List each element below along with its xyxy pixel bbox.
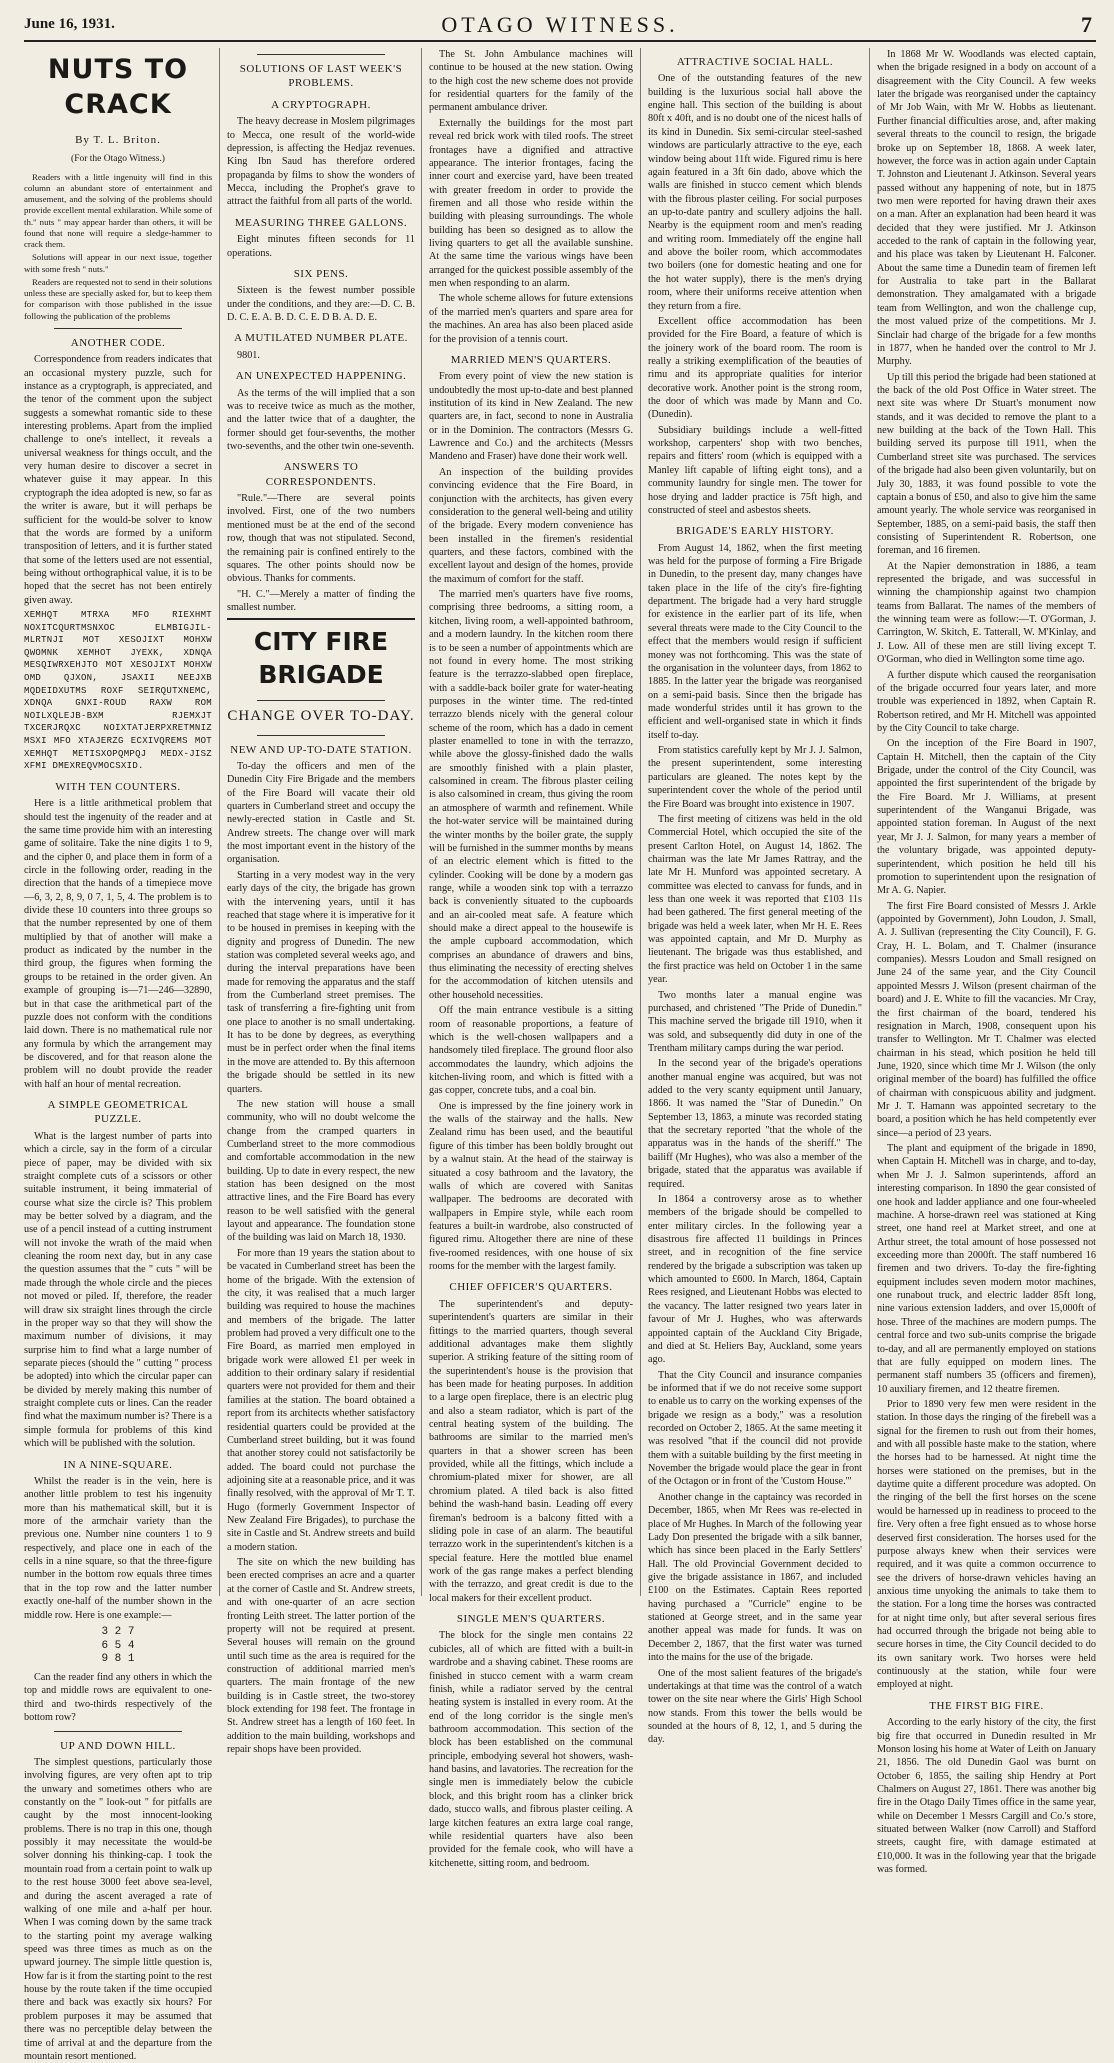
square-row: 9 8 1 xyxy=(101,1653,135,1666)
intro-paragraph: Solutions will appear in our next issue, together with some fresh " nuts." xyxy=(24,252,212,274)
paragraph: The simplest questions, particularly those involving figures, are very often apt to trip the unwary and sometimes others who are constantly on the " look-out " for pitfalls are caught by the most innocent-looking problems. There is no trap in this one, though possibly it may necessitate the would-be solver donning his thinking-cap. I took the mountain road from a certain point to walk up to the rest house 3000 feet above sea-level, and during the ascent averaged a rate of walking of one mile and a-half per hour. When I was coming down by the same track to the starting point my average walking speed was three times as much as on the upward journey. The simple little question is, How far is it from the starting point to the rest house by the route taken if the time occupied there and back was exactly six hours? For problem purposes it may be assumed that there was no perceptible delay between the time of arrival at and the departure from the mountain resort mentioned. xyxy=(24,1756,212,2062)
page-header xyxy=(24,10,1096,42)
section-heading: A MUTILATED NUMBER PLATE. xyxy=(234,332,408,345)
paragraph: From statistics carefully kept by Mr J. J. Salmon, the present superintendent, some interesting particulars are gleaned. The notes kept by the superintendent cover the whole of the period until the Fire Board was brought into existence in 1907. xyxy=(648,745,862,810)
section-heading: A SIMPLE GEOMETRICAL PUZZLE. xyxy=(47,1099,189,1126)
paragraph: The married men's quarters have five rooms, comprising three bedrooms, a sitting room, a kitchen, living room, a well-appointed bathroom, and a modern laundry. In the kitchen room there is to be seen a number of appointments which are not found in every home. The most striking feature is the terrazzo-slabbed open fireplace, with a saddle-back boiler grate for water-heating purposes in the winter time. The red-tinted terrazzo blends nicely with the general colour scheme of the room, which has a dado in cement plaster enamelled to tone in with the terrazzo, while above the glossy-finished dado the walls are smoothly finished with a plain plaster, calsomined in cream. The fibrous plaster ceiling is also calsomined in cream, thus giving the room an atmosphere of warmth and refinement. While the hot-water service will be maintained during the winter months by the boiler grate, the supply will be furnished in the summer months by means of an electric element which is fitted to the cylinder. Cooking will be done by a modern gas range, while a wooden sink top with a terrazzo back is conveniently situated to the cupboards and an air-cooled meat safe. A feature which should make a direct appeal to the housewife is the ample cupboard accommodation, which comprises an abundance of drawers and bins, thus eliminating the necessity of erecting shelves for the accommodation of kitchen utensils and other household necessities. xyxy=(429,589,633,1001)
section-heading: IN A NINE-SQUARE. xyxy=(63,1458,173,1471)
paragraph: Externally the buildings for the most part reveal red brick work with tiled roofs. The street frontages have a dignified and attractive appearance. The interior frontages, facing the inner court and exercise yard, have been treated with greater freedom in order to provide the firemen and all those who reside within the building with pleasing surroundings. The whole building has been so designed as to allow the living quarters to get all the available sunshine. At the same time the various wings have been arranged for the quickest possible assembly of the men when responding to an alarm. xyxy=(429,117,633,290)
paragraph: Starting in a very modest way in the very early days of the city, the brigade has grown with the intervening years, until it has reached that stage where it is imperative for it to be housed in premises in keeping with the dignity and progress of Dunedin. The new station was completed several weeks ago, and during the interval preparations have been made for removing the apparatus and the staff from the Cumberland street premises. The task of transferring a fire-fighting unit from one place to another is no small undertaking. It has to be done by degrees, as everything must be in perfect order when the final items in the move are attended to. By this afternoon the brigade should be settled in its new quarters. xyxy=(227,869,415,1095)
paragraph: The superintendent's and deputy-superintendent's quarters are similar in their fittings to the married quarters, though several additional advantages make them slightly superior. A striking feature of the sitting room of the superintendent's house is the provision that has been made for heating purposes. In addition to a large open fireplace, there is an electric plug and also a steam radiator, which is part of the central heating system of the building. The bathrooms are similar to the married men's quarters in that a shower screen has been provided, while all the fittings, which include a chromium-plated mixer for shower, are all chromium plated. A tiled back is also fitted behind the wash-hand basin. Leading off every fireman's bedroom is a balcony fitted with a sliding pole in case of an alarm. The beautiful terrazzo work in the superintendent's kitchen is a special feature. Here the mottled blue enamel work of the gas range makes a perfect blending with the terrazzo, and great credit is due to the local makers for their excellent product. xyxy=(429,1298,633,1604)
column-2 xyxy=(227,48,415,1756)
intro-paragraph: Readers are requested not to send in their solutions unless these are specially asked for, but to keep them for comparison with those published in the issue following the publication of the problems xyxy=(24,276,212,321)
paragraph: One of the most salient features of the brigade's undertakings at that time was the control of a watch tower on the site near where the Girls' High School now stands. From this tower the bells would be sounded at the hours of 8, 12, 1, and 5 during the day. xyxy=(648,1667,862,1746)
paragraph: One of the outstanding features of the new building is the luxurious social hall above the engine hall. This section of the building is about 80ft x 40ft, and is no doubt one of the nicest halls of its kind in Dunedin. Six semi-circular steel-sashed windows are particularly attractive to the eye, each window being about 11ft wide. Figured rimu is here again featured in a 3ft 6in dado, above which the walls are finished in stucco cement which blends with the fibrous plaster ceiling. For social purposes an up-to-date pantry and scullery adjoins the hall. Nearby is the equipment room and men's reading and writing room. Immediately off the engine hall and above the boiler room, which accommodates two boilers (one for domestic heating and one for the hot water supply), there is the men's drying room, where their uniforms receive attention when they return from a fire. xyxy=(648,73,862,312)
section-heading: ANOTHER CODE. xyxy=(70,336,166,349)
intro-paragraph: Readers with a little ingenuity will find in this column an abundant store of entertainment and amusement, and the solving of the problems should provide excellent mental exhilaration. While some of th." nuts " may appear harder than others, it will be found that none will require a sledge-hammer to crack them. xyxy=(24,171,212,250)
paragraph: For more than 19 years the station about to be vacated in Cumberland street has been the home of the brigade. With the extension of the city, it was realised that a much larger building was required to house the machines and members of the brigade. The latter problem had proved a very difficult one to the Fire Board, as married men employed in brigade work were allowed £1 per week in addition to their ordinary salary if residential quarters were not provided for them and their families at the station. The board obtained a report from its architects whether satisfactory residential quarters could be provided at the Cumberland street building, but it was found that another storey could not satisfactorily be added. The board could not purchase the adjoining site at a reasonable price, and it was finally resolved, with the approval of Mr T. T. Hugo (formerly Government Inspector of New Zealand Fire Brigades), to purchase the site in Castle and St. Andrew streets and build a modern station. xyxy=(227,1247,415,1553)
section-heading: CHIEF OFFICER'S QUARTERS. xyxy=(449,1281,613,1294)
paragraph: Can the reader find any others in which the top and middle rows are equivalent to one-third and two-thirds respectively of the bottom row? xyxy=(24,1672,212,1724)
paragraph: As the terms of the will implied that a son was to receive twice as much as the mother, and the latter twice that of a daughter, the former should get four-sevenths, the mother two-sevenths, and the other twin one-seventh. xyxy=(227,387,415,452)
paragraph: The first Fire Board consisted of Messrs J. Arkle (appointed by Government), John Loudon, J. Small, A. J. Sullivan (representing the City Council), F. G. Cray, H. L. Bolam, and T. Chalmer (insurance companies). Messrs Loudon and Small resigned on June 24 of the same year, and the City Council appointed Messrs J. Wilson (present chairman of the board) and J. E. White to fill the vacancies. Mr Cray, the first chairman of the board, tendered his resignation in March, 1908, consequent upon his transfer to Wellington. Mr T. Chalmer was elected chairman in his stead, which position he held till June, 1920, since which time Mr J. Wilson (the only original member of the board) has fulfilled the office of chairman with conspicuous ability and judgment. Mr J. T. Hamann was appointed secretary to the board, a position which he has held competently ever since—a period of 23 years. xyxy=(877,900,1096,1139)
paragraph: Up till this period the brigade had been stationed at the back of the old Post Office in Water street. The next site was where Dr Stuart's monument now stands, and it was decided to remove the plant to a new building at the back of the Town Hall. This building served its purpose till 1911, when the Cumberland street site was purchased. The services of the brigade had also been given voluntarily, but on July 30, 1883, it was found possible to vote the captain a bonus of £50, and also to give him the same amount yearly. The whole service was reorganised in September, 1885, on a semi-paid basis, the staff then consisting of Superintendent R. Robertson, one foreman, and 16 firemen. xyxy=(877,371,1096,557)
paragraph: The whole scheme allows for future extensions of the married men's quarters and spare area for the machines. An area has also been placed aside for the provision of a tennis court. xyxy=(429,293,633,345)
paragraph: The site on which the new building has been erected comprises an acre and a quarter at the corner of Castle and St. Andrew streets, and with one-quarter of an acre section fronting Leith street. The latter portion of the property will not be required at present. Several houses will remain on the ground until such time as the area is required for the construction of additional married men's quarters. The main frontage of the new building is in Castle street, the two-storey block extending for 198 feet. The frontage in St. Andrew street has a length of 160 feet. In addition to the main building, workshops and repair shops have been provided. xyxy=(227,1557,415,1756)
paragraph: From every point of view the new station is undoubtedly the most up-to-date and best planned institution of its kind in New Zealand. The new quarters are, in fact, second to none in Australia or in the Dominion. The contractors (Messrs G. Lawrence and Co.) and the architects (Messrs Mandeno and Fraser) have done their work well. xyxy=(429,371,633,463)
column-1 xyxy=(24,48,212,2062)
section-heading: A CRYPTOGRAPH. xyxy=(271,98,371,111)
section-heading: SIX PENS. xyxy=(293,267,349,280)
section-heading: AN UNEXPECTED HAPPENING. xyxy=(235,370,407,383)
column-4 xyxy=(648,48,862,1746)
paragraph: One is impressed by the fine joinery work in the walls of the stairway and the halls. New Zealand rimu has been used, and the beautiful figure of this timber has been boldly brought out by a walnut stain. At the head of the stairway is situated a cosy bathroom and the lavatory, the walls of which are covered with Sanitas wallpaper. The bedrooms are decorated with wallpapers in Empire style, while each room features a built-in wardrobe, also constructed of figured rimu. Altogether there are nine of these five-roomed residences, with one house of six rooms for the member with the largest family. xyxy=(429,1100,633,1273)
nuts-byline: By T. L. Briton. xyxy=(75,133,161,146)
cryptograph-code: XEMHQT MTRXA MFO RIEXHMT NOXITCQURTMSNXOC ELMBIGJIL-MLRTNJI MOT XESOJIXT MOHXW QWOMNK XEMHOT JYEXK, XDNQA MESQIWRXEHJTO MOT XESOJIXT MOHXW OMD QJXON, JSAXII NEEJXB MQDEIDXUTMS ROXF SEIRQUTXNEMC, XDNQA GNXI-ROUD RAXW ROM NOILXQLEJB-BXM RJEMXJT TXCERJRQXC NOIXTATJERPXRETMNIZ MSXI MFO XTAJERZG ECXIVQREMS MOT XEMHQT METISXOPQMPQJ MEDX-JISZ XFMI DMEXREQVMOCSXID. xyxy=(24,610,212,772)
paragraph: In 1864 a controversy arose as to whether members of the brigade should be compelled to enter military circles. In the following year a disastrous fire affected 11 buildings in Princes street, and in recognition of the fine service rendered by the brigade a subscription was taken up which amounted to £600. In March, 1864, Captain Rees resigned, and Lieutenant Hobbs was elected to the vacancy. The latter resigned two years later in favour of Mr J. Hughes, who was afterwards appointed captain of the Auckland City Brigade, and died at St. Heliers Bay, Auckland, some years ago. xyxy=(648,1193,862,1366)
divider xyxy=(54,328,182,329)
section-heading: THE FIRST BIG FIRE. xyxy=(929,1699,1044,1712)
nuts-title: NUTS TO CRACK xyxy=(47,54,189,121)
paragraph: Here is a little arithmetical problem that should test the ingenuity of the reader and at the same time provide him with an interesting game of solitaire. Take the nine digits 1 to 9, and the cipher 0, and place them in form of a circle in the following order, reading in the direction that the hands of a timepiece move—6, 3, 2, 8, 9, 0 7, 1, 5, 4. The problem is to divide these 10 counters into three groups so that the number represented by one of them multiplied by that of another will make a product as indicated by the number in the third group, the figures when forming the groups to be retained in the order given. An example of grouping is—71—246—32890, but in that case the arithmetical part of the puzzle does not conform with the conditions laid down. There is no mathematical rule nor any formula by which the arrangement may be discovered, and for that reason alone the problem will no doubt provide the reader with half an hour of mental recreation. xyxy=(24,798,212,1090)
nuts-intro xyxy=(24,172,212,322)
paragraph: In the second year of the brigade's operations another manual engine was acquired, but was not added to the very scanty equipment until January, 1866. It was named the "Star of Dunedin." On September 13, 1863, a minute was recorded stating that the secretary reported "that the whole of the apparatus was in the hands of the sheriff." The bailiff (Mr Hughes), who was also a member of the brigade, stated that the apparatus was available if required. xyxy=(648,1058,862,1190)
divider xyxy=(257,700,385,701)
paragraph: A further dispute which caused the reorganisation of the brigade occurred four years later, and more trouble was experienced in 1892, when Captain R. Robertson retired, and Mr H. Mitchell was appointed by the City Council to take charge. xyxy=(877,669,1096,734)
square-row: 3 2 7 xyxy=(101,1625,135,1638)
paragraph: Correspondence from readers indicates that an occasional mystery puzzle, such for instance as a cryptograph, is appreciated, and the tenor of the comment upon the subject suggests a somewhat romantic side to these interesting problems. Apart from the implied challenge to one's intellect, it reveals a universal weakness for things occult, and the very human desire to discover a secret in whatever guise it may appear. In this cryptograph the idea adopted is new, so far as the writer is aware, but it will perhaps be sufficient for the would-be solver to know that the words are formed by a uniform transposition of letters, and it is further stated that some of the letters used are not essential, being without orthographical value, it is to be hoped that the secret has not been entirely given away. xyxy=(24,354,212,606)
paragraph: The plant and equipment of the brigade in 1890, when Captain H. Mitchell was in charge, and to-day, when Mr J. J. Salmon superintends, afford an interesting comparison. In 1890 the gear consisted of one hook and ladder appliance and one four-wheeled machine. A horse-drawn reel was stationed at King street, one hand reel at Market street, and one at Arthur street, the total amount of hose possessed not exceeding more than 2000ft. The staff numbered 16 firemen and two drivers. To-day the fire-fighting equipment includes seven modern motor machines, one runabout truck, and electric ladder 85ft long, nine various extension ladders, and over 15,000ft of hose. Three of the machines are modern pumps. The central force and two sub-units comprise the brigade to-day, and all are permanently employed on stations that are fully equipped on modern lines. The permanent staff numbers 35 (officers and firemen), 10 auxiliary firemen, and 12 theatre firemen. xyxy=(877,1143,1096,1395)
paragraph: From August 14, 1862, when the first meeting was held for the purpose of forming a Fire Brigade in Dunedin, to the present day, many changes have taken place in the life of the city's fire-fighting department. The brigade had a very hard struggle for existence in the earlier part of its life, when several threats were made to the City Council to the effect that the members would resign if sufficient money was not forthcoming. This was the state of the organisation in the volunteer days, from 1862 to 1885. In the latter year the brigade was reorganised on a semi-paid basis. Since then the brigade has made wonderful strides until it has grown to the efficient and well-organised state in which it finds itself to-day. xyxy=(648,542,862,741)
paragraph: The first meeting of citizens was held in the old Commercial Hotel, which occupied the site of the present Carlton Hotel, on August 14, 1862. The chairman was the late Mr James Rattray, and the late Mr H. Munford was appointed secretary. A committee was elected to canvass for funds, and in less than one week it was reported that £103 11s had been gathered. The first general meeting of the brigade was held a week later, when Mr H. E. Rees was appointed captain, and Mr D. Murphy as lieutenant. The brigade was thus established, and the first practice was held on October 1 in the same year. xyxy=(648,813,862,986)
fire-brigade-title: CITY FIRE BRIGADE xyxy=(253,627,389,690)
paragraph: An inspection of the building provides convincing evidence that the Fire Board, in conjunction with the architects, has given every consideration to the general well-being and utility of the brigade. Every modern convenience has been installed in the firemen's residential quarters, and these factors, combined with the excellent layout and design of the homes, provide the maximum of comfort for the staff. xyxy=(429,466,633,585)
column-3 xyxy=(429,48,633,1869)
fire-brigade-subtitle: CHANGE OVER TO-DAY. xyxy=(227,707,415,724)
paragraph: That the City Council and insurance companies be informed that if we do not receive some support to enable us to carry on the working expenses of the brigade we resign as a body," was a resolution recorded on October 2, 1865. At the same meeting it was resolved "that if the council did not provide them with a suitable building by the first meeting in November the brigade would place the gear in front of the Octagon or in front of the 'Custom House.'" xyxy=(648,1369,862,1488)
section-heading: ANSWERS TO CORRESPONDENTS. xyxy=(265,461,377,488)
divider xyxy=(54,1731,182,1732)
divider xyxy=(257,735,385,736)
paragraph: "H. C."—Merely a matter of finding the smallest number. xyxy=(227,588,415,613)
paragraph: On the inception of the Fire Board in 1907, Captain H. Mitchell, then the captain of the City Brigade, under the control of the City Council, was appointed the first superintendent of the brigade by the Fire Board. Mr J. Williams, at present superintendent of the Wanganui Brigade, was appointed station foreman. In August of the next year, Mr J. J. Salmon, for many years a member of the voluntary brigade, was appointed deputy-superintendent, which position he held till his promotion to superintendent upon the resignation of Mr A. G. Napier. xyxy=(877,738,1096,897)
section-heading: MARRIED MEN'S QUARTERS. xyxy=(450,353,612,366)
paragraph: Eight minutes fifteen seconds for 11 operations. xyxy=(227,234,415,259)
newspaper-title: OTAGO WITNESS. xyxy=(441,12,679,37)
paragraph: Prior to 1890 very few men were resident in the station. In those days the ringing of the firebell was a signal for the firemen to rush out from their homes, and with all possible haste make to the station, where the horses had to be harnessed. At night time the horses were stationed on the premises, but in the daytime quite a different procedure was adopted. On the ringing of the bell the first horses on the scene would be harnessed up in readiness to proceed to the fire. Very often a free fight ensued as to whose horse deserved first consideration. The horses used for the purpose always knew when their services were required, and it was quite a common occurrence to see the drivers of horse-drawn vehicles having an anxious time unyoking the animals to take them to the station. For a long time the horses was contracted for at night time only, but after several serious fires had occurred through the brigade not being able to secure horses in time, the City Council decided to do its own sanitary work. Two horses were held continuously at the station, while four were employed at night. xyxy=(877,1398,1096,1691)
square-row: 6 5 4 xyxy=(101,1639,135,1652)
section-heading: SOLUTIONS OF LAST WEEK'S PROBLEMS. xyxy=(239,63,403,90)
column-5 xyxy=(877,48,1096,1876)
section-heading: ATTRACTIVE SOCIAL HALL. xyxy=(676,56,834,68)
column-rule xyxy=(219,48,220,1596)
paragraph: The heavy decrease in Moslem pilgrimages to Mecca, one result of the world-wide depression, is affecting the Hedjaz revenues. King Ibn Saud has therefore ordered propaganda by films to show the wonders of Mecca, including the Prophet's grave to attract the faithful from all parts of the world. xyxy=(227,116,415,208)
section-heading: BRIGADE'S EARLY HISTORY. xyxy=(676,525,834,538)
paragraph: Two months later a manual engine was purchased, and christened "The Pride of Dunedin." This machine served the brigade till 1910, when it was sold, and subsequently did duty in one of the Trentham military camps during the war period. xyxy=(648,989,862,1054)
section-heading: SINGLE MEN'S QUARTERS. xyxy=(456,1613,606,1626)
section-heading: MEASURING THREE GALLONS. xyxy=(234,216,408,229)
paragraph: The new station will house a small community, who will no doubt welcome the change from the cramped quarters in Cumberland street to the more commodious and comfortable accommodation in the new building. Up to date in every respect, the new station has been designed on the most attractive lines, and the Fire Board has every reason to be well satisfied with the general layout and appearance. The foundation stone of the building was laid on March 18, 1930. xyxy=(227,1098,415,1244)
section-heading: WITH TEN COUNTERS. xyxy=(55,780,181,793)
paragraph: Off the main entrance vestibule is a sitting room of reasonable proportions, a feature of which is the well-chosen wallpapers and a handsomely tiled fireplace. The ground floor also accommodates the laundry, which adjoins the kitchen-living room, and which is fitted with a gas copper, concrete tubs, and a coal bin. xyxy=(429,1005,633,1097)
nuts-tag: (For the Otago Witness.) xyxy=(71,154,165,165)
paragraph: According to the early history of the city, the first big fire that occurred in Dunedin resulted in Mr Monson losing his home at Water of Leith on January 21, 1856. The old Dunedin Gaol was burnt on October 6, 1855, the sailing ship Hendry at Port Chalmers on August 27, 1861. There was another big fire in the Otago Daily Times office in the same year, while on December 1 Messrs Cargill and Co.'s store, situated between Walker (now Carroll) and Stafford streets, caught fire, with damage estimated at £10,000. It was in the following year that the brigade was formed. xyxy=(877,1717,1096,1876)
paragraph: In 1868 Mr W. Woodlands was elected captain, when the brigade resigned in a body on account of a disagreement with the City Council. A few weeks later the brigade was reorganised under the captaincy of Mr Job Wain, with Mr W. Hobbs as lieutenant. Further financial difficulties arose, and, after making several threats to the council to resign, the brigade broke up on September 18, 1868. A week later, however, the force was in action again under Captain T. Johnston and Lieutenant J. Atkinson. Several years passed without any happening of note, but in 1875 two men were reported for having drawn their axes on a man. After an explanation had been heard it was decided that they were justified. Mr J. Atkinson acceded to the rank of captain in the following year, and his place was taken by Lieutenant H. Falconer. About the same time a Dunedin team of firemen left for Australia to take part in the Ballarat demonstration. They amalgamated with a brigade team from Wellington, and won the challenge cup, the most valued prize of the competitions. Mr J. Sinclair had charge of the brigade for a few months in 1877, when he handed over the control to Mr J. Murphy. xyxy=(877,49,1096,368)
issue-date: June 16, 1931. xyxy=(24,16,115,32)
paragraph: Another change in the captaincy was recorded in December, 1865, when Mr Rees was re-elected in place of Mr Hughes. In March of the following year Lady Don presented the brigade with a silk banner, which has since been placed in the Early Settlers' Hall. The old Provincial Government decided to give the brigade assistance in 1867, and included £100 on the Estimates. Captain Rees reported having purchased a "Curricle" engine to be stationed at George street, and in the same year another appeal was made for funds. It was on December 2, 1867, that the first water was turned into the mains for the use of the brigade. xyxy=(648,1491,862,1664)
paragraph: At the Napier demonstration in 1886, a team represented the brigade, and was successful in winning the championship against two champion teams from Ballarat. The names of the members of the winning team were as follow:—T. O'Gorman, J. Carrington, W. Skitch, E. Tatterall, W. M'Kinlay, and J. Low. All of these men are still living except T. O'Gorman, who died in Wellington some time ago. xyxy=(877,560,1096,666)
section-heading: NEW AND UP-TO-DATE STATION. xyxy=(230,743,412,756)
paragraph: The St. John Ambulance machines will continue to be housed at the new station. Owing to the high cost the new scheme does not provide for residential quarters for the family of the permanent ambulance driver. xyxy=(429,49,633,114)
paragraph: Excellent office accommodation has been provided for the Fire Board, a feature of which is the joinery work of the board room. The room is really a striking exemplification of the beauties of rimu and its appropriate qualities for interior decorative work. Another point is the strong room, the door of which was made by Mann and Co. (Dunedin). xyxy=(648,315,862,421)
page-number: 7 xyxy=(1081,12,1092,37)
paragraph: Whilst the reader is in the vein, here is another little problem to test his ingenuity more than his mathematical skill, but it is more of the armchair variety than the previous one. Number nine counters 1 to 9 respectively, and place one in each of the cells in a nine square, so that the three-figure number in the bottom row equals three times that in the top row and the latter number exactly one-half of the number shown in the middle row. Here is one example:— xyxy=(24,1475,212,1621)
section-heading: UP AND DOWN HILL. xyxy=(60,1739,176,1752)
column-rule xyxy=(421,48,422,1596)
paragraph: Sixteen is the fewest number possible under the conditions, and they are:—D. C. B. D. C. E. A. B. D. C. E. D B. A. D. E. xyxy=(227,285,415,323)
paragraph: 9801. xyxy=(237,349,260,361)
divider xyxy=(227,618,415,620)
divider xyxy=(257,54,385,55)
nine-square-example xyxy=(24,1626,212,1667)
paragraph: The block for the single men contains 22 cubicles, all of which are fitted with a built-in wardrobe and a shaving cabinet. These rooms are finished in stucco cement with a warm cream finish, while a radiator served by the central heating system is installed in every room. At the end of the long corridor is the single men's bathroom accommodation. This section of the block has been established on the communal principle, embodying several hot showers, wash-hand basins, and lavatories. The recreation for the single men is immediately below the cubicle block, and this bright room has a clinker brick dado, stucco walls, and fibrous plaster ceiling. A large kitchen features an extra large coal range, while residential quarters have also been provided for the female cook, who will have a kitchenette, sitting room, and bedroom. xyxy=(429,1630,633,1869)
column-rule xyxy=(869,48,870,1596)
paragraph: To-day the officers and men of the Dunedin City Fire Brigade and the members of the Fire Board will vacate their old quarters in Cumberland street and occupy the newly-erected station in Castle and St. Andrew streets. The change over will mark the most important event in the history of the organisation. xyxy=(227,760,415,866)
paragraph: Subsidiary buildings include a well-fitted workshop, carpenters' shop with two benches, repairs and fitters' room (which is equipped with a Manley lift capable of lifting eight tons), and a community laundry for single men. The tower for hose drying and ladder practice is 75ft high, and constructed of steel and asbestos sheets. xyxy=(648,424,862,516)
paragraph: "Rule."—There are several points involved. First, one of the two numbers mentioned must be at the end of the second row, though that was not stipulated. Second, the remaining pair is confined entirely to the squares. The other points should now be obvious. Thanks for comments. xyxy=(227,493,415,585)
paragraph: What is the largest number of parts into which a circle, say in the form of a circular piece of paper, may be divided with six straight complete cuts of a scissors or other suitable instrument, it being immaterial of course what size the circle is? This problem may be better solved by a diagram, and the use of a pencil instead of a cutting instrument will not invoke the wrath of the maid when cleaning the room next day, but in any case the question assumes that the " cuts " will be made through the whole circle and the pieces not moved or piled. If, therefore, the reader will draw six straight lines through the circle in the proper way so that they will show the maximum number of divisions, it may surprise him to find what a large number of separate pieces (should the " cutting " process be adopted) into which the circular paper can be divided by merely making this number of straight complete cuts or lines. Can the reader find what the maximum number is? There is a simple formula for problems of this kind which will be published with the solution. xyxy=(24,1130,212,1450)
column-rule xyxy=(640,48,641,1596)
